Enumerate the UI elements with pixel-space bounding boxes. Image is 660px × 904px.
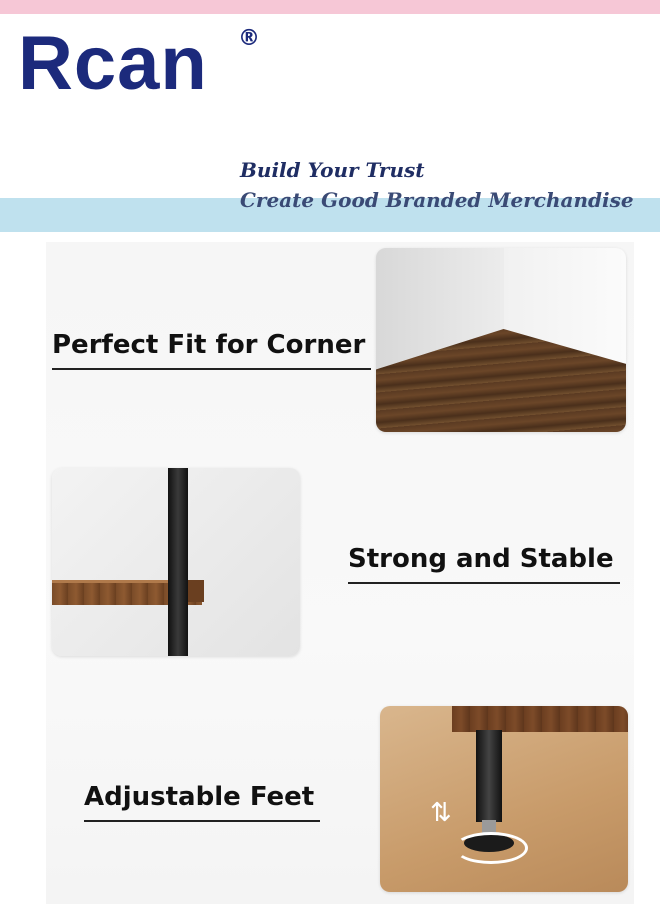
feature-label-feet: Adjustable Feet [84, 778, 320, 822]
corner-photo [376, 248, 626, 432]
tagline-line-1: Build Your Trust [240, 158, 425, 182]
tagline-line-2: Create Good Branded Merchandise [240, 188, 634, 212]
stable-photo [52, 468, 300, 656]
feet-photo [380, 706, 628, 892]
up-down-arrows-icon: ⇅ [430, 798, 452, 828]
metal-leg [476, 730, 502, 822]
registered-mark: ® [238, 26, 260, 51]
feature-label-stable: Strong and Stable [348, 540, 620, 584]
shelf-edge [188, 580, 204, 602]
shelf-board [452, 706, 628, 732]
top-pink-stripe [0, 0, 660, 14]
feature-label-corner: Perfect Fit for Corner [52, 326, 371, 370]
brand-logo: Rcan [18, 21, 208, 106]
rotate-arrow-icon [454, 832, 528, 864]
metal-pole [168, 468, 188, 656]
